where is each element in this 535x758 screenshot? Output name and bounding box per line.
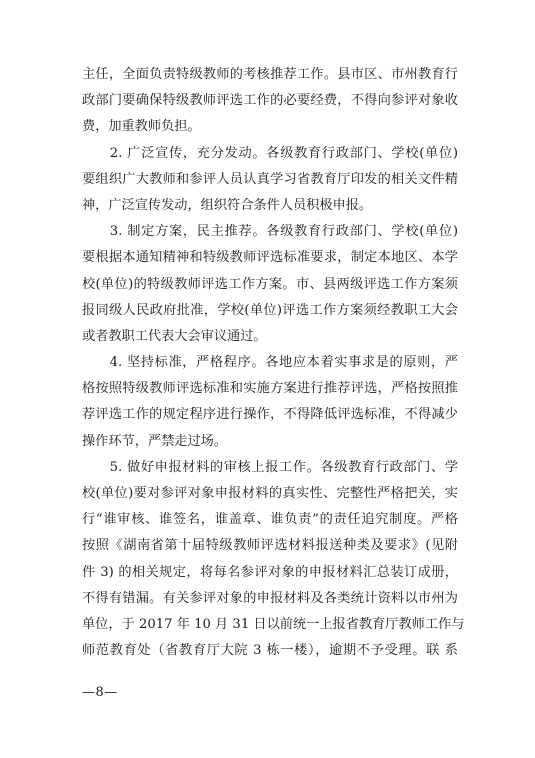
document-body xyxy=(82,62,465,664)
text-line: 师范教育处（省教育厅大院 3 栋一楼），逾期不予受理。联 系 xyxy=(82,643,458,659)
text-line: 政部门要确保特级教师评选工作的必要经费，不得向参评对象收 xyxy=(82,93,458,109)
text-line: 不得有错漏。有关参评对象的申报材料及各类统计资料以市州为 xyxy=(82,590,458,606)
text-line: 荐评选工作的规定程序进行操作，不得降低评选标准，不得减少 xyxy=(82,407,458,423)
text-line: 件 3) 的相关规定，将每名参评对象的申报材料汇总装订成册， xyxy=(82,564,458,580)
text-line: 神，广泛宣传发动，组织符合条件人员积极申报。 xyxy=(82,197,373,213)
text-line: 要根据本通知精神和特级教师评选标准要求，制定本地区、本学 xyxy=(82,250,458,266)
text-line: 4. 坚持标准，严格程序。各地应本着实事求是的原则，严 xyxy=(82,355,458,371)
text-line: 费，加重教师负担。 xyxy=(82,119,201,135)
text-line: 按照《湖南省第十届特级教师评选材料报送种类及要求》(见附 xyxy=(82,538,458,554)
text-line: 操作环节，严禁走过场。 xyxy=(82,433,228,449)
text-line: 3. 制定方案，民主推荐。各级教育行政部门、学校(单位) xyxy=(82,224,458,240)
text-line: 2. 广泛宣传，充分发动。各级教育行政部门、学校(单位) xyxy=(82,145,458,161)
text-line: 5. 做好申报材料的审核上报工作。各级教育行政部门、学 xyxy=(82,459,458,475)
text-line: 行“谁审核、谁签名，谁盖章、谁负责”的责任追究制度。严格 xyxy=(82,512,458,528)
text-line: 校(单位)的特级教师评选工作方案。市、县两级评选工作方案须 xyxy=(82,276,458,292)
text-line: 主任，全面负责特级教师的考核推荐工作。县市区、市州教育行 xyxy=(82,67,458,82)
text-line: 格按照特级教师评选标准和实施方案进行推荐评选，严格按照推 xyxy=(82,381,458,397)
page-number: —8— xyxy=(82,685,118,700)
text-line: 或者教职工代表大会审议通过。 xyxy=(82,328,267,344)
text-line: 单位，于 2017 年 10 月 31 日以前统一上报省教育厅教师工作与 xyxy=(82,616,465,632)
text-line: 要组织广大教师和参评人员认真学习省教育厅印发的相关文件精 xyxy=(82,171,458,187)
text-line: 报同级人民政府批准，学校(单位)评选工作方案须经教职工大会 xyxy=(82,302,458,318)
text-line: 校(单位)要对参评对象申报材料的真实性、完整性严格把关，实 xyxy=(82,486,458,501)
